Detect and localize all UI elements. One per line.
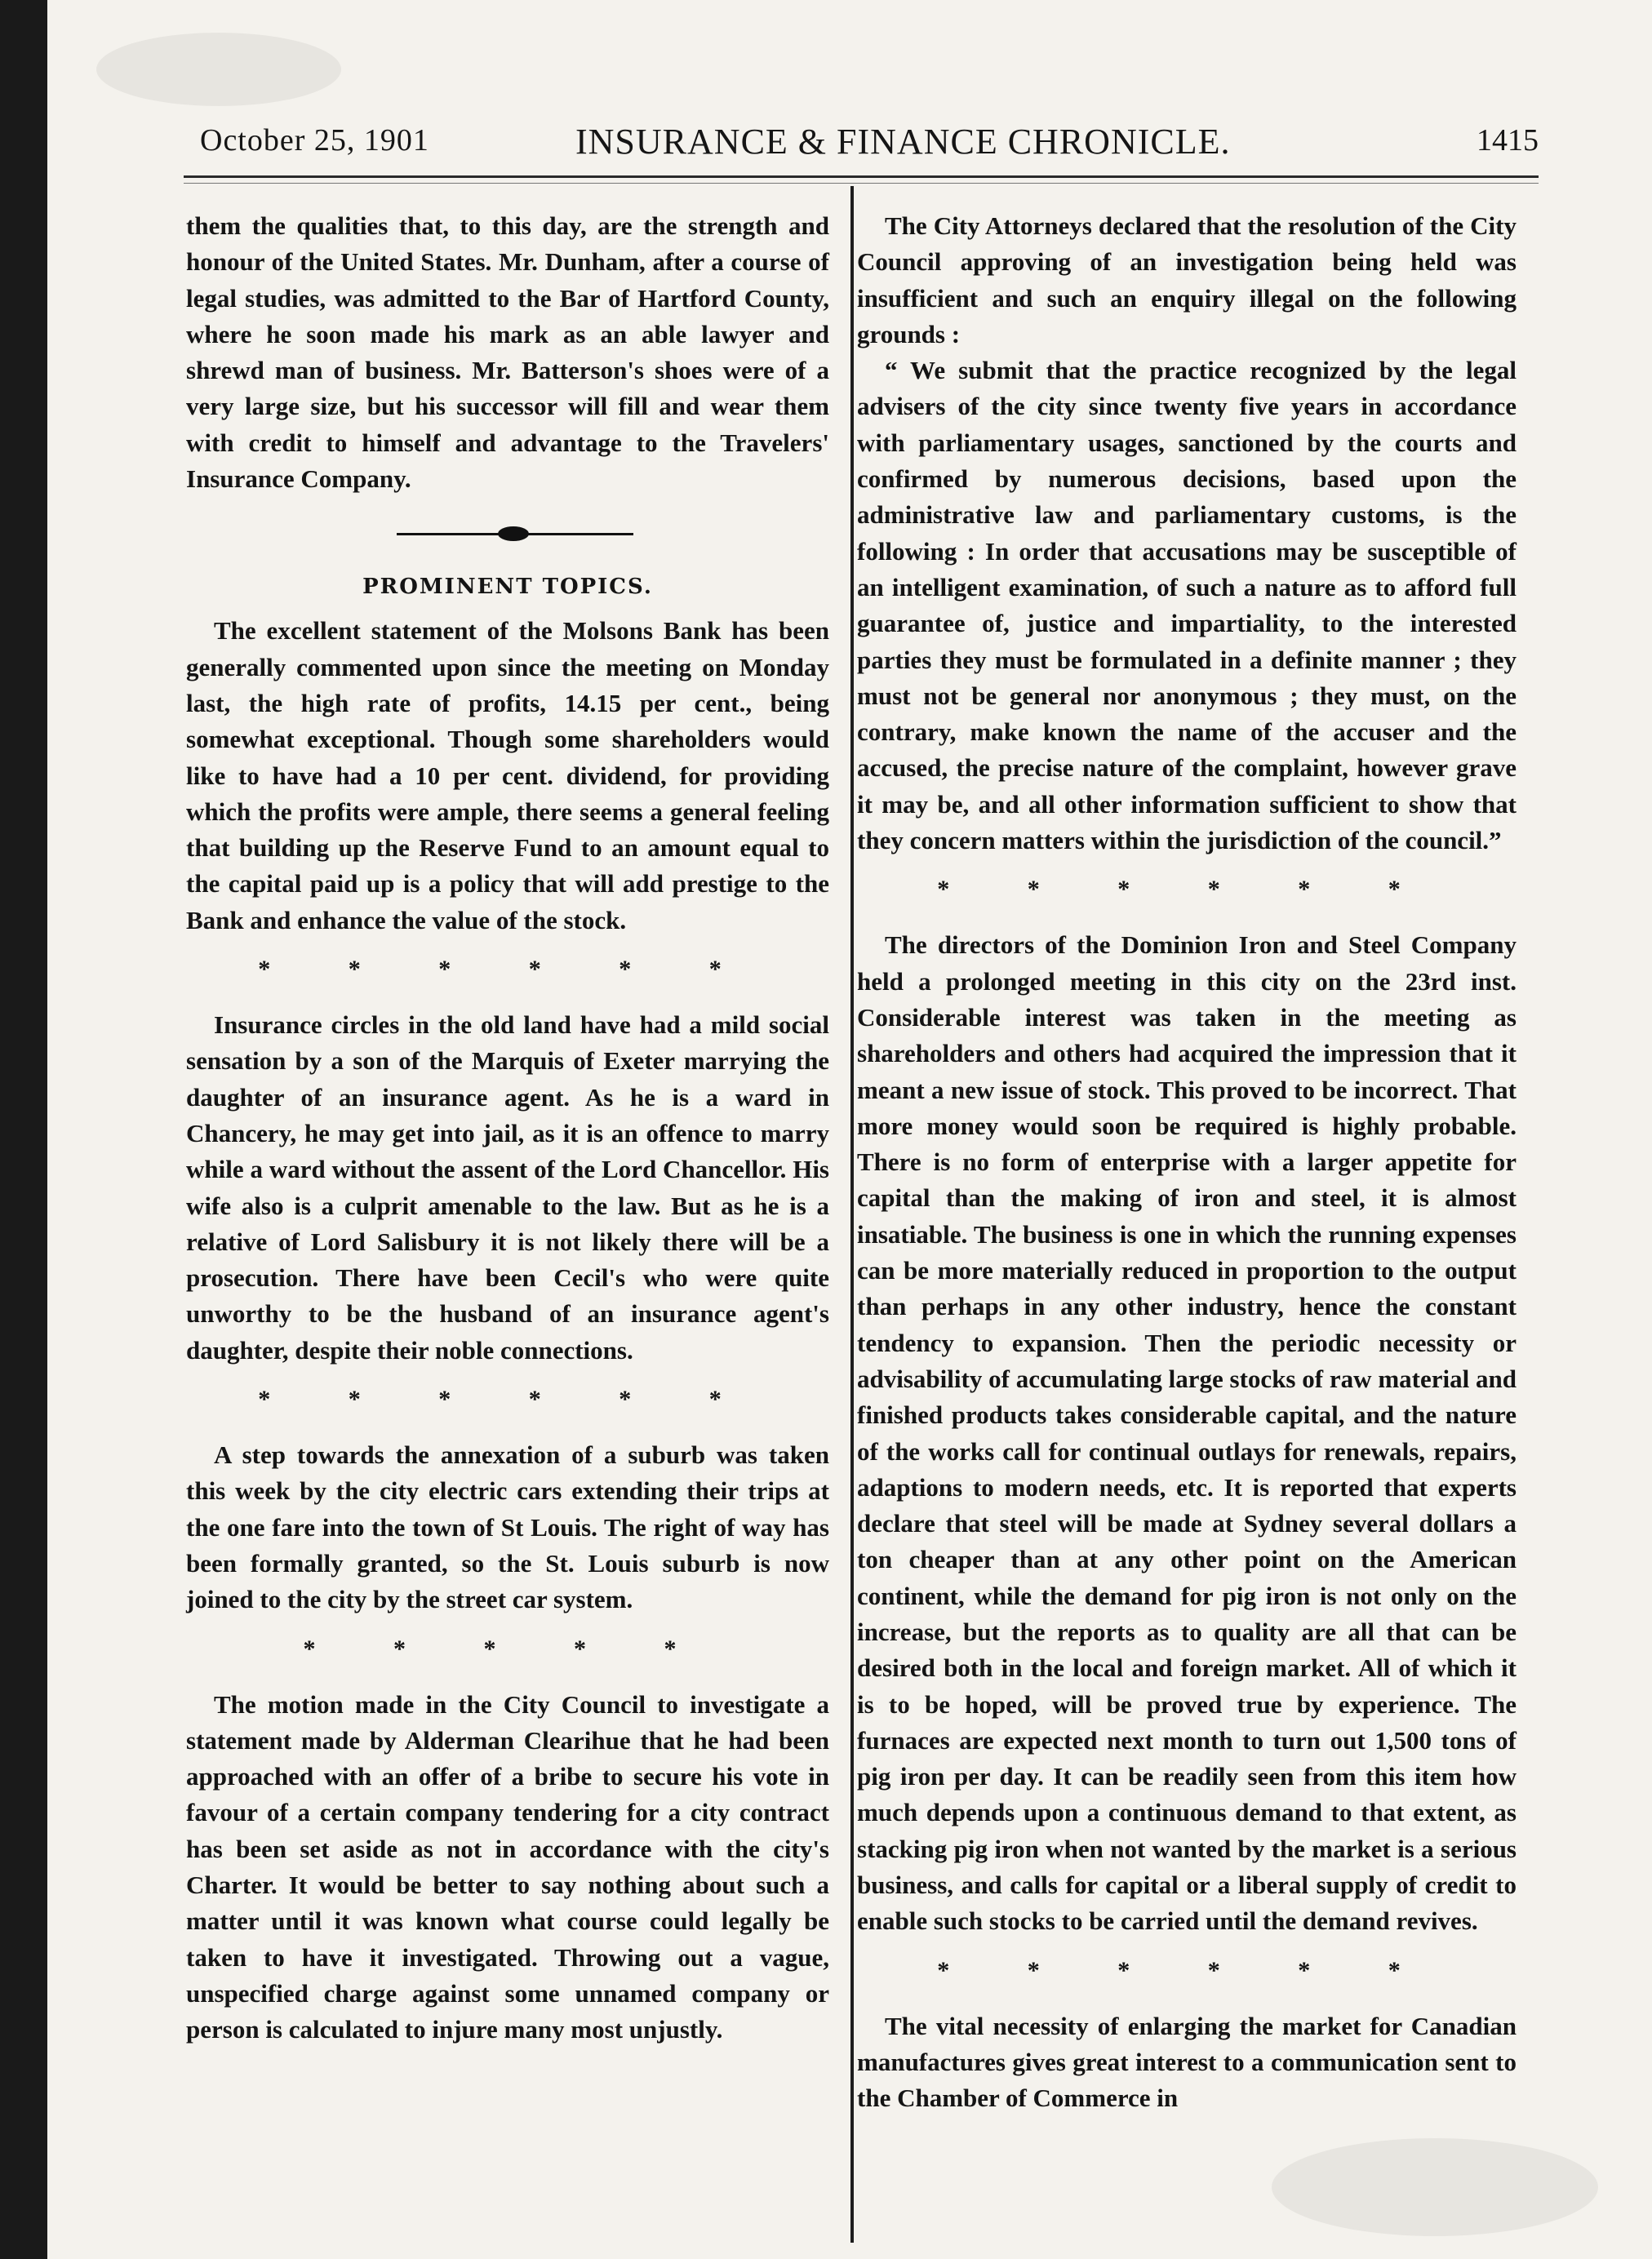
separator-stars: * * * * * * xyxy=(258,1386,757,1414)
separator-stars: * * * * * xyxy=(303,1635,713,1662)
paper-stain xyxy=(96,33,341,106)
paragraph-attorneys: The City Attorneys declared that the resolution of the City Council approving of an investigation being held was insufficient and such an enquiry illegal on the following grounds : xyxy=(857,211,1517,348)
separator-stars: * * * * * * xyxy=(937,876,1437,903)
header-rule xyxy=(184,175,1539,178)
separator-stars: * * * * * * xyxy=(258,956,757,983)
paragraph-council: The motion made in the City Council to investigate a statement made by Alderman Clearihue that he had been approached with an offer of a bribe to secure his vote in favour of a certain company tendering for a city contract has been set aside as not in accordance with the city's Charter. It would be better to say nothing about such a matter until it was known what course could legally be taken to have it investigated. Throwing out a vague, unspecified charge against some unnamed company or person is calculated to injure many most unjustly. xyxy=(186,1689,829,2044)
section-ornament xyxy=(186,521,829,546)
section-heading: PROMINENT TOPICS. xyxy=(362,575,653,600)
right-column xyxy=(857,208,1517,2117)
paragraph-suburb: A step towards the annexation of a suburb was taken this week by the city electric cars extending their trips at the one fare into the town of St Louis. The right of way has been formally granted, so the St. Louis suburb is now joined to the city by the street car system. xyxy=(186,1440,829,1614)
ornament-diamond xyxy=(498,526,529,541)
paragraph-steel: The directors of the Dominion Iron and Steel Company held a prolonged meeting in this city on the 23rd inst. Considerable interest was taken in the meeting as shareholders and others had acquired the impression that it meant a new issue of stock. This proved to be incorrect. That more money would soon be required is highly probable. There is no form of enterprise with a larger appetite for capital than the making of iron and steel, it is almost insatiable. The business is one in which the running expenses can be more materially reduced in proportion to the output than perhaps in any other industry, hence the constant tendency to expansion. Then the periodic necessity or advisability of accumulating large stocks of raw material and finished products takes considerable capital, and the nature of the works call for continual outlays for renewals, repairs, adaptions to modern needs, etc. It is reported that experts declare that steel will be made at Sydney several dollars a ton cheaper than at any other point on the American continent, while the demand for pig iron is not only on the increase, but the reports as to quality are all that can be desired both in the local and foreign market. All of which it is to be hoped, will be proved true by experience. The furnaces are expected next month to turn out 1,500 tons of pig iron per day. It can be readily seen from this item how much depends upon a continuous demand to that extent, as stacking pig iron when not wanted by the market is a serious business, and calls for capital or a liberal supply of credit to enable such stocks to be carried until the demand revives. xyxy=(857,930,1517,1936)
header-rule-thin xyxy=(184,183,1539,184)
page-header xyxy=(200,122,1539,171)
article-continuation: them the qualities that, to this day, are the strength and honour of the United States. Mr. Dunham, after a course of legal studies, was admitted to the Bar of Hartford County, where he soon made his mark as an able lawyer and shrewd man of business. Mr. Batterson's shoes were of a very large size, but his successor will fill and wear them with credit to himself and advantage to the Travelers' Insurance Company. xyxy=(186,211,829,494)
left-column xyxy=(186,208,829,2048)
separator-stars: * * * * * * xyxy=(937,1956,1437,1984)
publication-title: INSURANCE & FINANCE CHRONICLE. xyxy=(575,122,1231,162)
paragraph-insurance: Insurance circles in the old land have had a mild social sensation by a son of the Marquis of Exeter marrying the daughter of an insurance agent. As he is a ward in Chancery, he may get into jail, as it is an offence to marry while a ward without the assent of the Lord Chancellor. His wife also is a culprit amenable to the law. But as he is a relative of Lord Salisbury it is not likely there will be a prosecution. There have been Cecil's who were quite unworthy to be the husband of an insurance agent's daughter, despite their noble connections. xyxy=(186,1010,829,1365)
paragraph-market: The vital necessity of enlarging the market for Canadian manufactures gives great interest to a communication sent to the Chamber of Commerce in xyxy=(857,2011,1517,2113)
page-number: 1415 xyxy=(1477,123,1539,158)
header-date: October 25, 1901 xyxy=(200,123,429,158)
column-divider xyxy=(850,186,854,2243)
paragraph-molsons: The excellent statement of the Molsons Bank has been generally commented upon since the meeting on Monday last, the high rate of profits, 14.15 per cent., being somewhat exceptional. Though some shareholders would like to have had a 10 per cent. dividend, for providing which the profits were ample, there seems a general feeling that building up the Reserve Fund to an amount equal to the capital paid up is a policy that will add prestige to the Bank and enhance the value of the stock. xyxy=(186,616,829,934)
paragraph-quote: “ We submit that the practice recognized by the legal advisers of the city since twenty five years in accordance with parliamentary usages, sanctioned by the courts and confirmed by numerous decisions, based upon the administrative law and parliamentary customs, is the following : In order that accusations may be susceptible of an intelligent examination, of such a nature as to afford full guarantee of, justice and impartiality, to the interested parties they must be formulated in a definite manner ; they must not be general nor anonymous ; they must, on the contrary, make known the name of the accuser and the accused, the precise nature of the complaint, however grave it may be, and all other information sufficient to show that they concern matters within the jurisdiction of the council.” xyxy=(857,356,1517,855)
paper-stain xyxy=(1272,2138,1598,2236)
